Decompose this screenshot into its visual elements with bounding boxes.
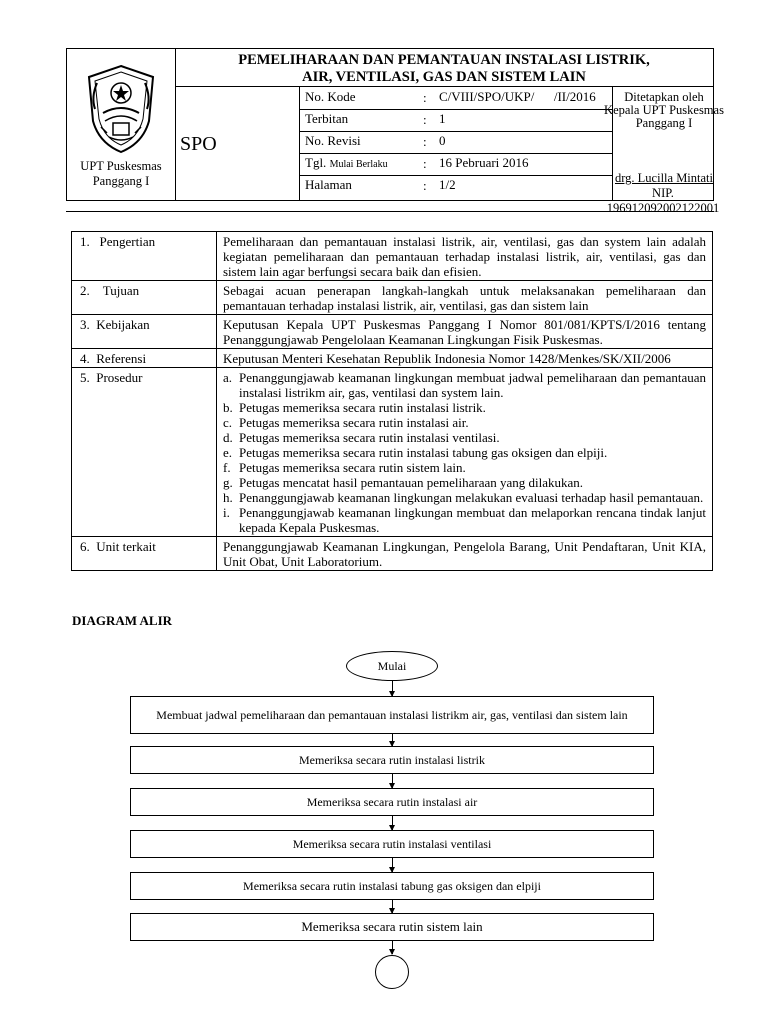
row-number: 1.	[80, 234, 90, 249]
unit-name	[67, 159, 175, 189]
meta-table	[299, 87, 613, 200]
meta-label: No. Revisi	[305, 133, 361, 148]
list-item	[223, 415, 706, 430]
meta-colon: :	[423, 112, 427, 127]
row-label	[72, 349, 217, 368]
flow-step-text: Memeriksa secara rutin instalasi listrik	[299, 753, 485, 767]
meta-value: 1/2	[439, 177, 456, 192]
row-content: Sebagai acuan penerapan langkah-langkah untuk melaksanakan pemeliharaan dan pemantauan terhadap instalasi listrik, air, ventilasi, gas dan sistem lain	[217, 281, 713, 315]
content-table	[71, 231, 713, 571]
list-text: Petugas memeriksa secara rutin instalasi ventilasi.	[239, 430, 500, 445]
flow-step-text: Memeriksa secara rutin instalasi tabung gas oksigen dan elpiji	[243, 879, 541, 893]
logo-cell	[67, 49, 176, 200]
flow-arrow	[392, 734, 393, 746]
list-marker: h.	[223, 490, 233, 505]
row-number: 2.	[80, 283, 90, 298]
list-marker: b.	[223, 400, 233, 415]
list-item	[223, 445, 706, 460]
list-text: Penanggungjawab keamanan lingkungan membuat dan melaporkan rencana tindak lanjut kepada Kepala Puskesmas.	[239, 505, 706, 535]
list-marker: c.	[223, 415, 233, 430]
regency-emblem-logo	[83, 63, 159, 155]
list-item	[223, 430, 706, 445]
meta-label: No. Kode	[305, 89, 356, 104]
flow-step-text: Memeriksa secara rutin sistem lain	[301, 919, 483, 934]
approval-text	[604, 91, 724, 130]
row-number: 3.	[80, 317, 90, 332]
flow-arrow	[392, 900, 393, 913]
meta-row-kode	[299, 87, 612, 110]
flow-step-2	[130, 746, 654, 774]
row-label-text: Prosedur	[96, 370, 143, 385]
list-item	[223, 475, 706, 490]
row-content: Penanggungjawab Keamanan Lingkungan, Pengelola Barang, Unit Pendaftaran, Unit KIA, Unit Obat, Unit Laboratorium.	[217, 537, 713, 571]
table-row	[72, 537, 713, 571]
list-item	[223, 490, 706, 505]
row-label	[72, 281, 217, 315]
meta-value: 0	[439, 133, 446, 148]
list-text: Petugas memeriksa secara rutin instalasi air.	[239, 415, 469, 430]
meta-colon: :	[423, 156, 427, 171]
document-title	[175, 49, 713, 87]
list-text: Petugas memeriksa secara rutin instalasi tabung gas oksigen dan elpiji.	[239, 445, 608, 460]
list-text: Penanggungjawab keamanan lingkungan melakukan evaluasi terhadap hasil pemantauan.	[239, 490, 704, 505]
meta-value: 1	[439, 111, 446, 126]
meta-label: Terbitan	[305, 111, 349, 126]
meta-colon: :	[423, 178, 427, 193]
row-number: 5.	[80, 370, 90, 385]
row-number: 6.	[80, 539, 90, 554]
procedure-list	[223, 370, 706, 535]
approval-cell	[604, 87, 724, 215]
list-text: Petugas mencatat hasil pemantauan pemeliharaan yang dilakukan.	[239, 475, 584, 490]
page-connector-circle	[375, 955, 409, 989]
row-label-text: Unit terkait	[96, 539, 156, 554]
row-content: Keputusan Kepala UPT Puskesmas Panggang I Nomor 801/081/KPTS/I/2016 tentang Penanggungjawab Pengelolaan Keamanan Lingkungan Fisik Puskesmas.	[217, 315, 713, 349]
approval-line3: Panggang I	[635, 116, 693, 130]
list-item	[223, 400, 706, 415]
flow-arrow	[392, 681, 393, 696]
flow-step-text: Memeriksa secara rutin instalasi air	[306, 795, 478, 809]
document-header	[66, 48, 724, 215]
unit-name-line2: Panggang I	[92, 174, 150, 188]
row-label	[72, 537, 217, 571]
meta-value: 16 Pebruari 2016	[439, 155, 529, 170]
row-label-text: Pengertian	[99, 234, 156, 249]
title-line2: AIR, VENTILASI, GAS DAN SISTEM LAIN	[302, 69, 586, 85]
table-row	[72, 349, 713, 368]
flow-step-4	[130, 830, 654, 858]
list-marker: e.	[223, 445, 233, 460]
flow-step-3	[130, 788, 654, 816]
row-number: 4.	[80, 351, 90, 366]
table-row	[72, 315, 713, 349]
spo-cell	[175, 87, 300, 200]
meta-row-revisi	[299, 131, 612, 154]
meta-label: Halaman	[305, 177, 352, 192]
list-item	[223, 505, 706, 535]
signatory-nip: NIP. 196912092002122001	[606, 186, 720, 215]
meta-label-part: Tgl.	[305, 155, 330, 170]
row-content	[217, 368, 713, 537]
meta-label-tgl	[305, 155, 388, 170]
list-marker: f.	[223, 460, 231, 475]
list-marker: g.	[223, 475, 233, 490]
flow-arrow	[392, 941, 393, 954]
title-line1: PEMELIHARAAN DAN PEMANTAUAN INSTALASI LISTRIK,	[238, 52, 650, 68]
row-label	[72, 315, 217, 349]
list-item	[223, 370, 706, 400]
row-label-text: Referensi	[96, 351, 147, 366]
approval-line1: Ditetapkan oleh	[624, 90, 704, 104]
row-label	[72, 232, 217, 281]
list-marker: d.	[223, 430, 233, 445]
flow-step-1	[130, 696, 654, 734]
diagram-title: DIAGRAM ALIR	[72, 613, 173, 628]
flow-step-5	[130, 872, 654, 900]
row-content: Pemeliharaan dan pemantauan instalasi listrik, air, ventilasi, gas dan system lain adalah kegiatan pemeliharaan dan pemantauan terhadap instalasi listrik, air, ventilasi, gas dan sistem lain agar berfungsi secara baik dan efisien.	[217, 232, 713, 281]
list-marker: i.	[223, 505, 230, 520]
header-divider	[66, 211, 714, 212]
list-text: Petugas memeriksa secara rutin instalasi listrik.	[239, 400, 486, 415]
row-label-text: Kebijakan	[96, 317, 150, 332]
meta-colon: :	[423, 134, 427, 149]
list-text: Petugas memeriksa secara rutin sistem lain.	[239, 460, 466, 475]
unit-name-line1: UPT Puskesmas	[80, 159, 162, 173]
meta-row-halaman	[299, 175, 612, 200]
list-item	[223, 460, 706, 475]
flow-step-text: Membuat jadwal pemeliharaan dan pemantauan instalasi listrikm air, gas, ventilasi dan sistem lain	[156, 708, 628, 722]
meta-colon: :	[423, 90, 427, 105]
flow-arrow	[392, 858, 393, 872]
flow-arrow	[392, 774, 393, 788]
spo-label: SPO	[180, 133, 217, 155]
table-row	[72, 281, 713, 315]
approval-line2: Kepala UPT Puskesmas	[604, 103, 724, 117]
flow-step-6	[130, 913, 654, 941]
meta-label-part: Mulai Berlaku	[329, 159, 388, 170]
table-row	[72, 232, 713, 281]
row-label	[72, 368, 217, 537]
flow-step-text: Memeriksa secara rutin instalasi ventilasi	[292, 837, 492, 851]
meta-row-tanggal	[299, 153, 612, 176]
flow-start-terminator: Mulai	[346, 651, 438, 681]
list-text: Penanggungjawab keamanan lingkungan membuat jadwal pemeliharaan dan pemantauan instalasi listrikm air, gas, ventilasi dan system lain.	[239, 370, 706, 400]
row-label-text: Tujuan	[102, 283, 140, 298]
table-row	[72, 368, 713, 537]
signatory-name: drg. Lucilla Mintati	[614, 171, 714, 185]
row-content: Keputusan Menteri Kesehatan Republik Indonesia Nomor 1428/Menkes/SK/XII/2006	[217, 349, 713, 368]
meta-row-terbitan	[299, 109, 612, 132]
flow-arrow	[392, 816, 393, 830]
meta-value: C/VIII/SPO/UKP/ /II/2016	[439, 89, 596, 104]
list-marker: a.	[223, 370, 233, 385]
meta-label	[305, 155, 388, 171]
